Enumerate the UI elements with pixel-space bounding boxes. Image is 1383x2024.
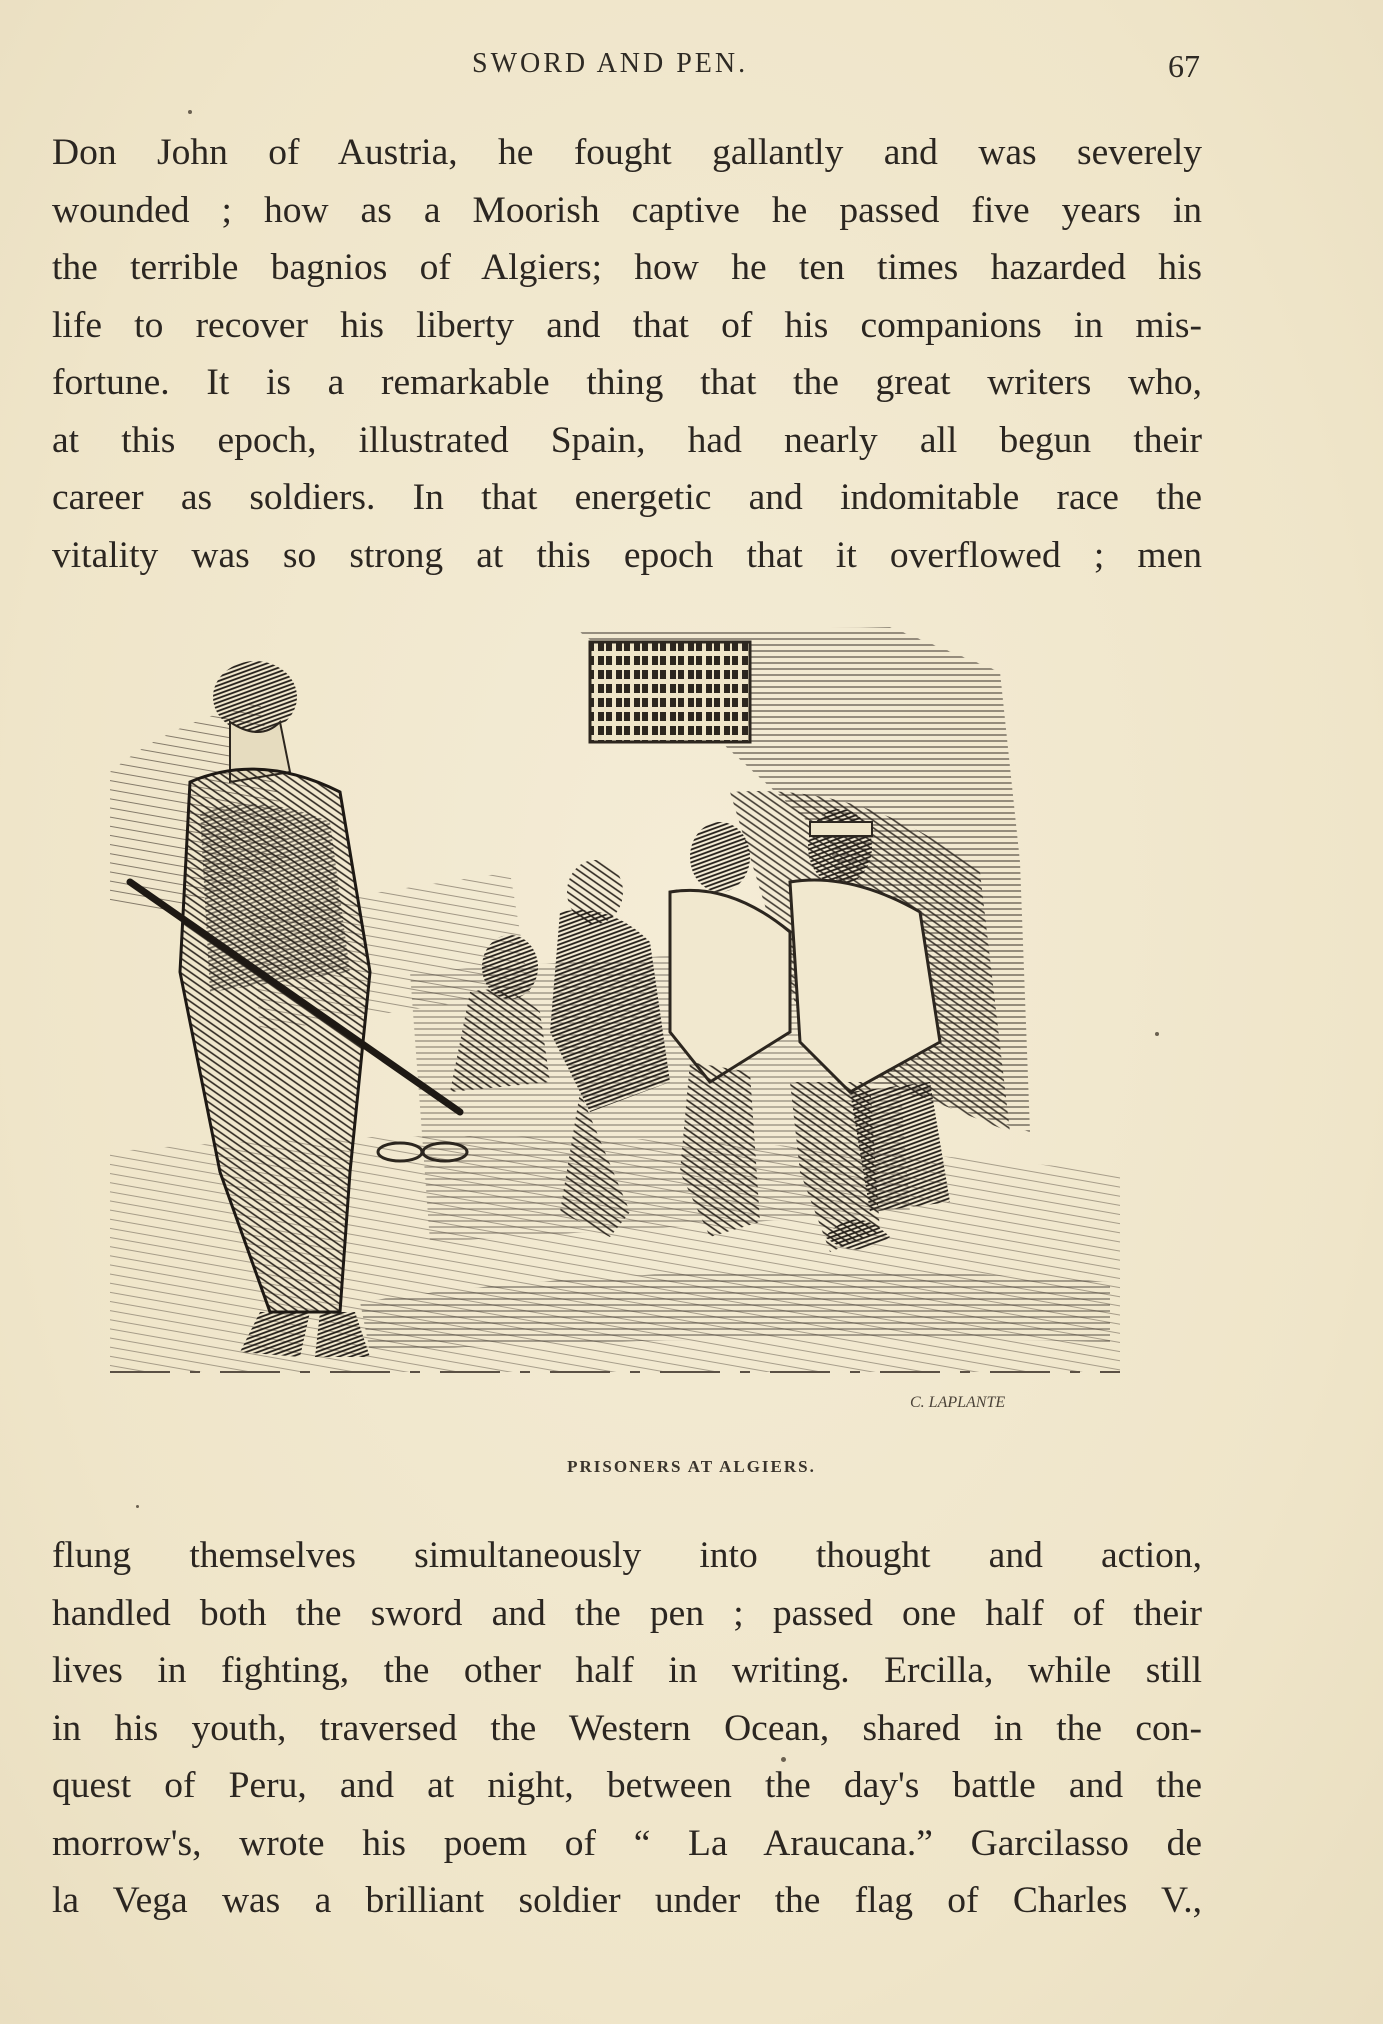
paper-speck	[136, 1505, 139, 1508]
paragraph-top	[52, 124, 1202, 584]
text-line: Don John of Austria, he fought gallantly and was severely	[52, 132, 1202, 173]
paper-speck	[1155, 1032, 1159, 1036]
text-line: the terrible bagnios of Algiers; how he ten times hazarded his	[52, 247, 1202, 288]
text-line: quest of Peru, and at night, between the day's battle and the	[52, 1765, 1202, 1806]
paragraph-bottom	[52, 1527, 1202, 1930]
text-line: lives in fighting, the other half in writing. Ercilla, while still	[52, 1650, 1202, 1691]
text-line: vitality was so strong at this epoch that it overflowed ; men	[52, 534, 1202, 576]
paper-speck	[188, 110, 192, 114]
text-line: life to recover his liberty and that of his companions in mis-	[52, 304, 1202, 346]
engraver-signature: C. LAPLANTE	[910, 1394, 1006, 1411]
running-title: SWORD AND PEN.	[472, 48, 749, 79]
text-line: fortune. It is a remarkable thing that the great writers who,	[52, 362, 1202, 403]
paper-speck	[781, 1757, 786, 1762]
text-line: at this epoch, illustrated Spain, had nearly all begun their	[52, 419, 1202, 461]
page-number: 67	[1168, 48, 1200, 84]
text-line: flung themselves simultaneously into thought and action,	[52, 1535, 1202, 1576]
text-line: la Vega was a brilliant soldier under the flag of Charles V.,	[52, 1880, 1202, 1921]
text-line: wounded ; how as a Moorish captive he passed five years in	[52, 189, 1202, 231]
text-line: career as soldiers. In that energetic and indomitable race the	[52, 477, 1202, 518]
engraving-prisoners-at-algiers	[110, 612, 1140, 1417]
text-line: in his youth, traversed the Western Ocean, shared in the con-	[52, 1707, 1202, 1749]
text-line: handled both the sword and the pen ; passed one half of their	[52, 1592, 1202, 1634]
engraving-illustration	[110, 612, 1140, 1417]
text-line: morrow's, wrote his poem of “ La Araucana.” Garcilasso de	[52, 1822, 1202, 1864]
figure-caption: PRISONERS AT ALGIERS.	[567, 1457, 816, 1476]
running-head	[0, 48, 1383, 88]
